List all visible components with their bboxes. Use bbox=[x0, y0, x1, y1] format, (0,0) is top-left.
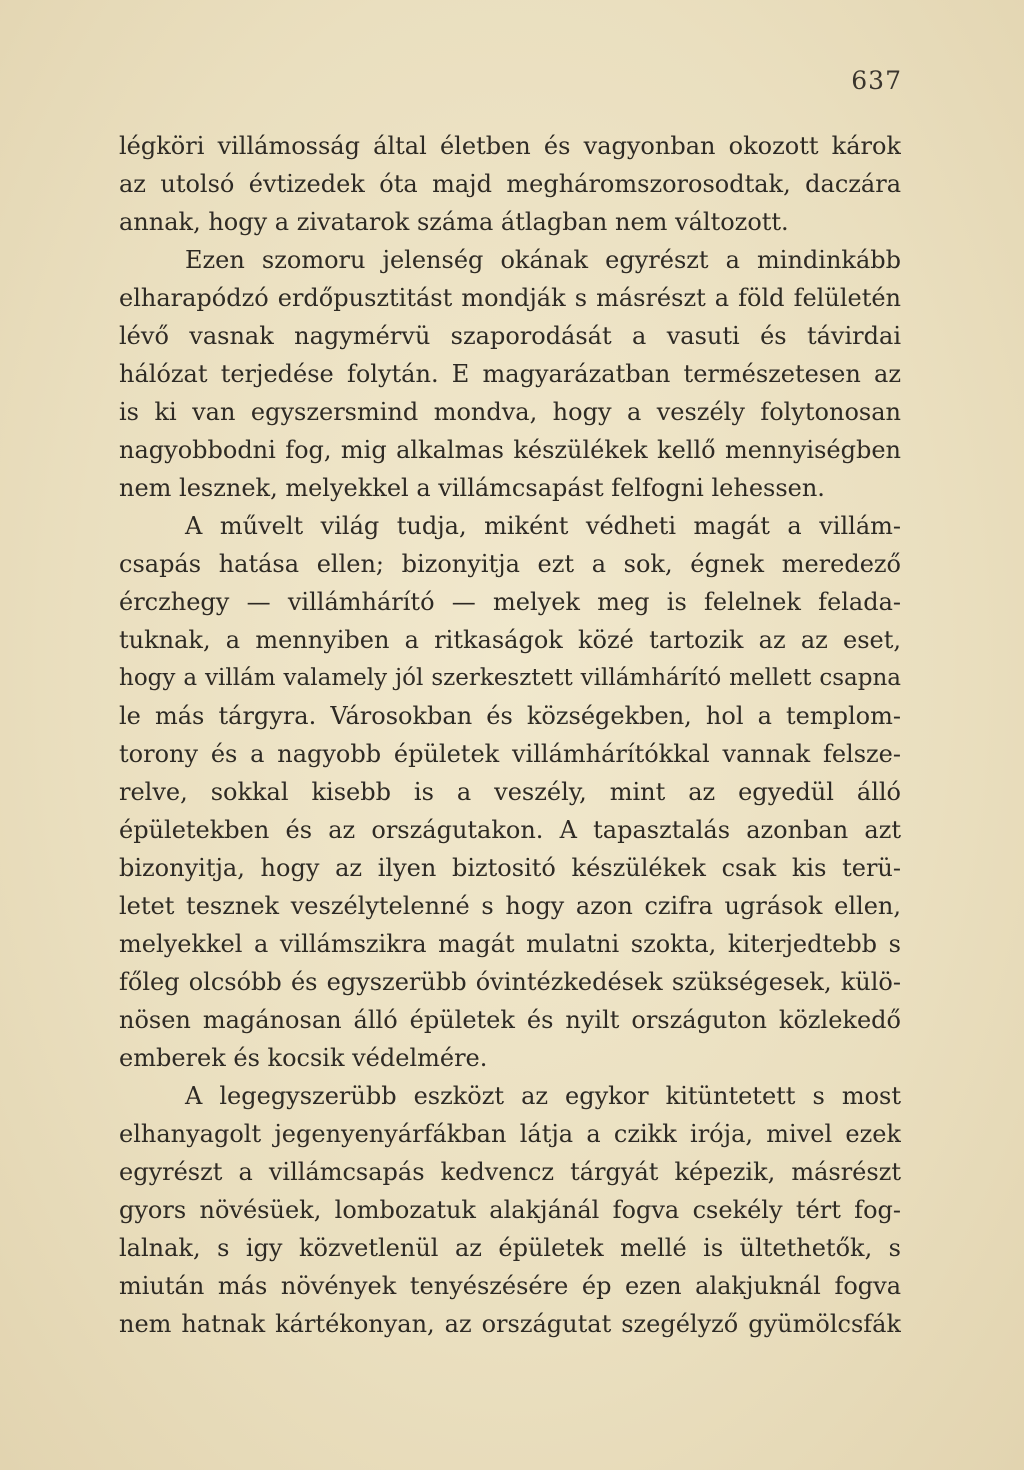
text-line: le más tárgyra. Városokban és községekben, hol a templom- bbox=[119, 702, 901, 730]
text-line: relve, sokkal kisebb is a veszély, mint az egyedül álló bbox=[119, 778, 901, 806]
paragraph-start-line: Ezen szomoru jelenség okának egyrészt a mindinkább bbox=[185, 246, 901, 274]
text-line: gyors növésüek, lombozatuk alakjánál fogva csekély tért fog- bbox=[119, 1196, 901, 1224]
text-line: nösen magánosan álló épületek és nyilt országuton közlekedő bbox=[119, 1006, 901, 1034]
paragraph-start-line: A legegyszerübb eszközt az egykor kitüntetett s most bbox=[185, 1082, 901, 1110]
text-line: érczhegy — villámhárító — melyek meg is felelnek felada- bbox=[119, 588, 901, 616]
page-number: 637 bbox=[851, 66, 902, 95]
text-line: légköri villámosság által életben és vagyonban okozott károk bbox=[119, 132, 901, 160]
text-line: nem lesznek, melyekkel a villámcsapást felfogni lehessen. bbox=[119, 474, 825, 502]
text-line: elharapódzó erdőpusztitást mondják s másrészt a föld felületén bbox=[119, 284, 901, 312]
text-line: főleg olcsóbb és egyszerübb óvintézkedések szükségesek, külö- bbox=[119, 968, 901, 996]
text-line: hálózat terjedése folytán. E magyarázatban természetesen az bbox=[119, 360, 901, 388]
text-line: tuknak, a mennyiben a ritkaságok közé tartozik az az eset, bbox=[119, 626, 901, 654]
text-line: csapás hatása ellen; bizonyitja ezt a sok, égnek meredező bbox=[119, 550, 901, 578]
body-text bbox=[119, 127, 901, 1343]
text-line: nagyobbodni fog, mig alkalmas készülékek kellő mennyiségben bbox=[119, 436, 901, 464]
text-line: letet tesznek veszélytelenné s hogy azon czifra ugrások ellen, bbox=[119, 892, 901, 920]
text-line: bizonyitja, hogy az ilyen biztositó készülékek csak kis terü- bbox=[119, 854, 901, 882]
text-line: melyekkel a villámszikra magát mulatni szokta, kiterjedtebb s bbox=[119, 930, 901, 958]
text-line: lévő vasnak nagymérvü szaporodását a vasuti és távirdai bbox=[119, 322, 901, 350]
text-line: nem hatnak kártékonyan, az országutat szegélyző gyümölcsfák bbox=[119, 1310, 901, 1338]
text-line: emberek és kocsik védelmére. bbox=[119, 1044, 488, 1072]
text-line: hogy a villám valamely jól szerkesztett villámhárító mellett csapna bbox=[119, 665, 901, 691]
paragraph-start-line: A művelt világ tudja, miként védheti magát a villám- bbox=[185, 512, 901, 540]
text-line: az utolsó évtizedek óta majd megháromszorosodtak, daczára bbox=[119, 170, 901, 198]
text-line: miután más növények tenyészésére ép ezen alakjuknál fogva bbox=[119, 1272, 901, 1300]
text-line: egyrészt a villámcsapás kedvencz tárgyát képezik, másrészt bbox=[119, 1158, 901, 1186]
text-line: annak, hogy a zivatarok száma átlagban nem változott. bbox=[119, 208, 789, 236]
text-line: elhanyagolt jegenyenyárfákban látja a czikk irója, mivel ezek bbox=[119, 1120, 901, 1148]
text-line: is ki van egyszersmind mondva, hogy a veszély folytonosan bbox=[119, 398, 901, 426]
text-line: torony és a nagyobb épületek villámhárítókkal vannak felsze- bbox=[119, 740, 901, 768]
text-line: lalnak, s igy közvetlenül az épületek mellé is ültethetők, s bbox=[119, 1234, 901, 1262]
text-line: épületekben és az országutakon. A tapasztalás azonban azt bbox=[119, 816, 901, 844]
